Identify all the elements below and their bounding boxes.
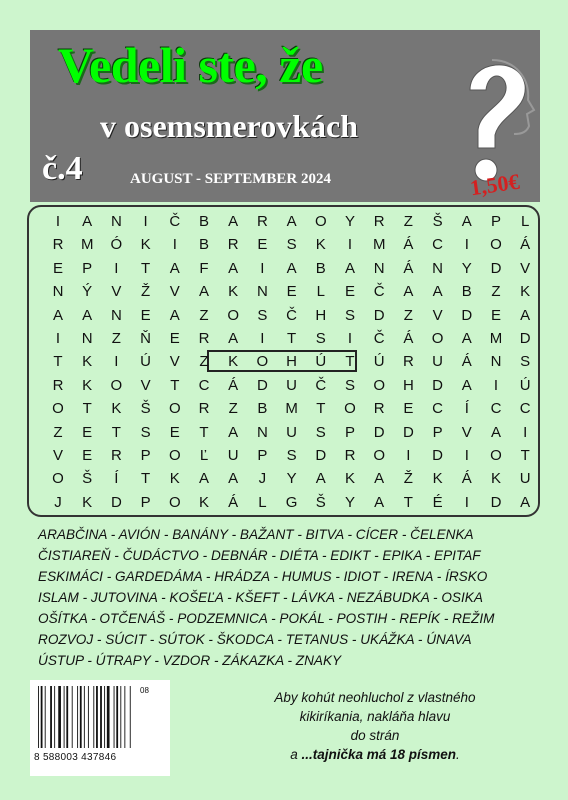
grid-cell: B xyxy=(461,283,472,301)
grid-cell: Ú xyxy=(519,376,531,394)
grid-cell: D xyxy=(432,376,444,394)
grid-cell: E xyxy=(169,330,180,347)
grid-cell: K xyxy=(520,283,531,301)
grid-cell: A xyxy=(82,306,93,324)
grid-cell: O xyxy=(490,447,502,464)
grid-cell: O xyxy=(168,400,181,418)
grid-cell: E xyxy=(82,423,93,441)
grid-cell: A xyxy=(344,259,355,277)
grid-cell: T xyxy=(287,330,297,347)
barcode-bars xyxy=(38,686,158,748)
grid-cell: K xyxy=(228,283,239,301)
clue-text xyxy=(215,688,535,764)
grid-cell: I xyxy=(172,236,177,254)
grid-cell: Č xyxy=(169,213,181,230)
grid-cell: V xyxy=(432,306,443,324)
word-search-grid xyxy=(27,205,540,517)
grid-cell: K xyxy=(432,470,443,488)
grid-cell: J xyxy=(258,470,267,488)
grid-cell: E xyxy=(490,306,501,324)
clue-line-3: do strán xyxy=(350,728,400,743)
grid-cell: P xyxy=(257,447,268,464)
grid-cell: M xyxy=(80,236,94,254)
barcode-bar xyxy=(66,686,68,748)
barcode-bar xyxy=(100,686,102,748)
grid-cell: O xyxy=(227,306,240,324)
grid-cell: K xyxy=(490,470,501,488)
grid-row xyxy=(29,257,538,281)
grid-cell: T xyxy=(141,259,151,277)
grid-cell: R xyxy=(52,236,64,254)
grid-cell: D xyxy=(519,330,531,347)
grid-cell: O xyxy=(314,213,327,230)
grid-cell: O xyxy=(52,470,64,488)
grid-cell: Á xyxy=(228,376,239,394)
grid-cell: I xyxy=(260,330,265,347)
grid-cell: O xyxy=(373,376,386,394)
grid-cell: T xyxy=(345,353,355,371)
grid-cell: I xyxy=(143,213,148,230)
grid-cell: D xyxy=(315,447,327,464)
barcode-bar xyxy=(45,686,46,748)
grid-cell: R xyxy=(256,213,268,230)
grid-cell: N xyxy=(373,259,385,277)
grid-cell: O xyxy=(256,353,269,371)
barcode-bar xyxy=(41,686,43,748)
grid-cell: Ľ xyxy=(199,447,209,464)
word-list-line: ÚSTUP - ÚTRAPY - VZDOR - ZÁKAZKA - ZNAKY xyxy=(38,653,342,668)
grid-cell: N xyxy=(110,213,122,230)
word-list-line: ČISTIAREŇ - ČUDÁCTVO - DEBNÁR - DIÉTA - EDIKT - EPIKA - EPITAF xyxy=(38,548,481,563)
grid-cell: Í xyxy=(464,400,469,418)
grid-cell: R xyxy=(52,376,64,394)
grid-cell: Z xyxy=(53,423,63,441)
grid-cell: Ú xyxy=(140,353,152,371)
grid-cell: C xyxy=(432,236,444,254)
grid-cell: P xyxy=(432,423,443,441)
grid-cell: T xyxy=(53,353,63,371)
grid-cell: A xyxy=(82,213,93,230)
grid-cell: Ž xyxy=(141,283,151,301)
grid-cell: N xyxy=(81,330,93,347)
grid-cell: S xyxy=(315,330,326,347)
barcode-bar xyxy=(93,686,94,748)
grid-cell: N xyxy=(490,353,502,371)
grid-cell: Č xyxy=(373,283,385,301)
grid-cell: Á xyxy=(461,470,472,488)
grid-cell: C xyxy=(432,400,444,418)
grid-cell: N xyxy=(52,283,64,301)
grid-cell: S xyxy=(140,423,151,441)
grid-cell: I xyxy=(347,236,353,254)
grid-cell: Á xyxy=(403,236,414,254)
page-title: Vedeli ste, že xyxy=(58,37,323,93)
grid-cell: Y xyxy=(344,213,355,230)
grid-cell: I xyxy=(464,236,469,254)
grid-cell: N xyxy=(432,259,444,277)
barcode-bar xyxy=(38,686,39,748)
grid-cell: S xyxy=(286,447,297,464)
grid-cell: A xyxy=(198,470,209,488)
page-subtitle: v osemsmerovkách xyxy=(100,108,359,144)
issue-dates: AUGUST - SEPTEMBER 2024 xyxy=(130,171,332,187)
grid-cell: A xyxy=(228,259,239,277)
grid-cell: É xyxy=(432,493,443,511)
barcode-addon: 08 xyxy=(140,686,149,695)
grid-cell: K xyxy=(140,236,151,254)
grid-row xyxy=(29,374,538,398)
grid-cell: Š xyxy=(140,400,151,418)
grid-cell: Y xyxy=(286,470,297,488)
grid-row xyxy=(29,280,538,304)
grid-cell: R xyxy=(110,447,122,464)
grid-cell: V xyxy=(140,376,151,394)
grid-cell: R xyxy=(344,447,356,464)
word-list-line: ROZVOJ - SÚCIT - SÚTOK - ŠKODCA - TETANUS - UKÁŽKA - ÚNAVA xyxy=(38,632,472,647)
clue-line-4: a ...tajnička má 18 písmen. xyxy=(290,747,460,762)
grid-cell: U xyxy=(286,376,298,394)
grid-cell: Ň xyxy=(140,330,152,347)
grid-cell: P xyxy=(490,213,501,230)
word-list xyxy=(38,524,538,671)
grid-cell: E xyxy=(403,400,414,418)
grid-cell: T xyxy=(199,423,209,441)
barcode-bar xyxy=(96,686,98,748)
grid-cell: S xyxy=(286,236,297,254)
grid-cell: H xyxy=(315,306,327,324)
grid-cell: Ý xyxy=(82,283,93,301)
grid-cell: Ú xyxy=(315,353,327,371)
grid-cell: S xyxy=(344,306,355,324)
grid-cell: V xyxy=(169,283,180,301)
grid-cell: L xyxy=(521,213,530,230)
grid-cell: Á xyxy=(520,236,531,254)
barcode-bar xyxy=(116,686,118,748)
grid-cell: M xyxy=(285,400,298,418)
word-list-line: ISLAM - JUTOVINA - KOŠEĽA - KŠEFT - LÁVKA - NEZÁBUDKA - OSIKA xyxy=(38,590,483,605)
barcode-bar xyxy=(130,686,131,748)
grid-cell: Á xyxy=(403,330,414,347)
grid-cell: E xyxy=(286,283,297,301)
grid-cell: I xyxy=(464,447,469,464)
grid-cell: J xyxy=(54,493,62,511)
grid-cell: T xyxy=(82,400,92,418)
barcode-bar xyxy=(107,686,110,748)
grid-cell: Š xyxy=(432,213,443,230)
grid-cell: Č xyxy=(373,330,385,347)
grid-cell: D xyxy=(490,493,502,511)
barcode-bar xyxy=(88,686,89,748)
grid-row xyxy=(29,350,538,374)
grid-cell: D xyxy=(490,259,502,277)
grid-cell: C xyxy=(490,400,502,418)
grid-cell: D xyxy=(432,447,444,464)
grid-cell: Í xyxy=(114,470,119,488)
grid-cell: I xyxy=(347,330,353,347)
grid-cell: O xyxy=(110,376,123,394)
grid-cell: N xyxy=(256,423,268,441)
grid-row xyxy=(29,397,538,421)
grid-cell: R xyxy=(373,213,385,230)
grid-cell: A xyxy=(286,213,297,230)
grid-row xyxy=(29,233,538,257)
grid-cell: T xyxy=(403,493,413,511)
issue-number: č.4 xyxy=(42,150,83,187)
grid-cell: M xyxy=(489,330,503,347)
grid-cell: O xyxy=(52,400,64,418)
grid-cell: A xyxy=(169,306,180,324)
grid-cell: D xyxy=(373,423,385,441)
barcode-bar xyxy=(80,686,82,748)
grid-cell: B xyxy=(198,213,209,230)
grid-cell: D xyxy=(373,306,385,324)
grid-cell: Š xyxy=(82,470,93,488)
grid-cell: A xyxy=(198,283,209,301)
grid-cell: L xyxy=(316,283,325,301)
grid-cell: B xyxy=(198,236,209,254)
grid-cell: O xyxy=(490,236,502,254)
grid-cell: R xyxy=(402,353,414,371)
grid-cell: R xyxy=(198,400,210,418)
grid-cell: R xyxy=(227,236,239,254)
grid-cell: D xyxy=(256,376,268,394)
grid-cell: C xyxy=(198,376,210,394)
grid-cell: D xyxy=(402,423,414,441)
barcode-bar xyxy=(50,686,52,748)
word-list-line: ARABČINA - AVIÓN - BANÁNY - BAŽANT - BITVA - CÍCER - ČELENKA xyxy=(38,527,474,542)
grid-cell: O xyxy=(431,330,444,347)
grid-cell: U xyxy=(286,423,298,441)
barcode-bar xyxy=(84,686,85,748)
clue-line-2: kikiríkania, nakláňa hlavu xyxy=(299,709,451,724)
word-list-line: ESKIMÁCI - GARDEDÁMA - HRÁDZA - HUMUS - IDIOT - IRENA - ÍRSKO xyxy=(38,569,488,584)
grid-cell: U xyxy=(227,447,239,464)
grid-cell: V xyxy=(461,423,472,441)
grid-cell: S xyxy=(315,423,326,441)
grid-cell: E xyxy=(169,423,180,441)
grid-cell: A xyxy=(169,259,180,277)
grid-cell: R xyxy=(198,330,210,347)
grid-cell: A xyxy=(228,330,239,347)
barcode-number: 8 588003 437846 xyxy=(34,752,117,763)
grid-cell: A xyxy=(315,470,326,488)
grid-cell: B xyxy=(315,259,326,277)
grid-cell: Y xyxy=(344,493,355,511)
grid-cell: D xyxy=(110,493,122,511)
grid-cell: A xyxy=(461,330,472,347)
grid-cell: Š xyxy=(315,493,326,511)
grid-cell: I xyxy=(464,493,469,511)
grid-cell: K xyxy=(82,353,93,371)
grid-cell: H xyxy=(286,353,298,371)
grid-cell: E xyxy=(82,447,93,464)
grid-cell: E xyxy=(257,236,268,254)
grid-cell: K xyxy=(82,376,93,394)
grid-cell: Č xyxy=(286,306,298,324)
barcode-bar xyxy=(72,686,73,748)
grid-cell: H xyxy=(402,376,414,394)
grid-cell: T xyxy=(316,400,326,418)
grid-cell: A xyxy=(520,493,531,511)
grid-cell: A xyxy=(286,259,297,277)
grid-cell: R xyxy=(373,400,385,418)
grid-row xyxy=(29,421,538,445)
grid-cell: Z xyxy=(111,330,121,347)
grid-row xyxy=(29,304,538,328)
grid-cell: A xyxy=(228,423,239,441)
grid-cell: I xyxy=(523,423,528,441)
grid-cell: A xyxy=(461,213,472,230)
grid-cell: G xyxy=(285,493,298,511)
grid-cell: S xyxy=(257,306,268,324)
grid-cell: T xyxy=(141,470,151,488)
grid-cell: P xyxy=(82,259,93,277)
grid-cell: K xyxy=(315,236,326,254)
grid-cell: P xyxy=(140,447,151,464)
grid-cell: O xyxy=(168,493,181,511)
grid-cell: Ó xyxy=(110,236,123,254)
grid-cell: S xyxy=(520,353,531,371)
barcode-bar xyxy=(77,686,78,748)
grid-cell: T xyxy=(170,376,180,394)
grid-cell: K xyxy=(344,470,355,488)
grid-cell: N xyxy=(110,306,122,324)
grid-cell: I xyxy=(55,330,61,347)
grid-cell: A xyxy=(228,213,239,230)
price-label: 1,50€ xyxy=(468,168,521,201)
grid-cell: A xyxy=(374,470,385,488)
grid-cell: I xyxy=(114,353,119,371)
grid-cell: V xyxy=(52,447,63,464)
grid-cell: Y xyxy=(461,259,472,277)
grid-row xyxy=(29,210,538,234)
grid-cell: K xyxy=(169,470,180,488)
grid-cell: P xyxy=(140,493,151,511)
grid-cell: U xyxy=(432,353,444,371)
grid-cell: T xyxy=(520,447,530,464)
grid-cell: Č xyxy=(315,376,327,394)
grid-cell: V xyxy=(169,353,180,371)
grid-cell: S xyxy=(344,376,355,394)
barcode-bar xyxy=(124,686,125,748)
grid-cell: N xyxy=(256,283,268,301)
grid-row xyxy=(29,491,538,515)
grid-cell: I xyxy=(406,447,411,464)
grid-row xyxy=(29,467,538,491)
grid-cell: V xyxy=(111,283,122,301)
grid-cell: O xyxy=(373,447,386,464)
grid-cell: A xyxy=(432,283,443,301)
barcode-bar xyxy=(64,686,65,748)
grid-cell: F xyxy=(199,259,209,277)
grid-cell: A xyxy=(228,470,239,488)
barcode xyxy=(30,680,170,776)
grid-cell: Z xyxy=(228,400,238,418)
word-list-line: OŠÍTKA - OTČENÁŠ - PODZEMNICA - POKÁL - POSTIH - REPÍK - REŽIM xyxy=(38,611,495,626)
grid-cell: P xyxy=(344,423,355,441)
grid-cell: Z xyxy=(491,283,501,301)
grid-row xyxy=(29,327,538,351)
grid-cell: K xyxy=(111,400,122,418)
grid-cell: E xyxy=(344,283,355,301)
grid-cell: I xyxy=(114,259,119,277)
grid-cell: Á xyxy=(461,353,472,371)
barcode-bar xyxy=(58,686,61,748)
grid-cell: A xyxy=(490,423,501,441)
grid-cell: I xyxy=(493,376,499,394)
grid-cell: Z xyxy=(199,306,209,324)
grid-cell: K xyxy=(228,353,239,371)
grid-cell: K xyxy=(198,493,209,511)
grid-cell: A xyxy=(52,306,63,324)
grid-cell: Z xyxy=(403,213,413,230)
grid-cell: O xyxy=(344,400,356,418)
grid-cell: L xyxy=(258,493,267,511)
grid-cell: T xyxy=(111,423,121,441)
barcode-bar xyxy=(104,686,105,748)
grid-cell: Á xyxy=(403,259,414,277)
grid-cell: A xyxy=(403,283,414,301)
grid-cell: Ú xyxy=(373,353,385,371)
grid-cell: E xyxy=(140,306,151,324)
grid-cell: I xyxy=(55,213,61,230)
grid-cell: A xyxy=(374,493,385,511)
grid-cell: C xyxy=(519,400,531,418)
grid-cell: O xyxy=(168,447,181,464)
grid-cell: I xyxy=(260,259,265,277)
grid-cell: V xyxy=(520,259,531,277)
grid-cell: Z xyxy=(403,306,413,324)
grid-cell: E xyxy=(52,259,63,277)
clue-answer-hint: ...tajnička má 18 písmen xyxy=(301,747,457,762)
grid-cell: Á xyxy=(228,493,239,511)
barcode-bar xyxy=(54,686,55,748)
grid-cell: D xyxy=(461,306,473,324)
grid-cell: B xyxy=(257,400,268,418)
grid-cell: K xyxy=(82,493,93,511)
barcode-bar xyxy=(120,686,121,748)
grid-cell: Z xyxy=(199,353,209,371)
clue-line-1: Aby kohút neohluchol z vlastného xyxy=(274,690,476,705)
grid-cell: U xyxy=(519,470,531,488)
grid-cell: Ž xyxy=(403,470,413,488)
grid-row xyxy=(29,444,538,468)
barcode-bar xyxy=(114,686,115,748)
grid-cell: M xyxy=(372,236,386,254)
grid-cell: A xyxy=(461,376,472,394)
grid-cell: A xyxy=(520,306,531,324)
